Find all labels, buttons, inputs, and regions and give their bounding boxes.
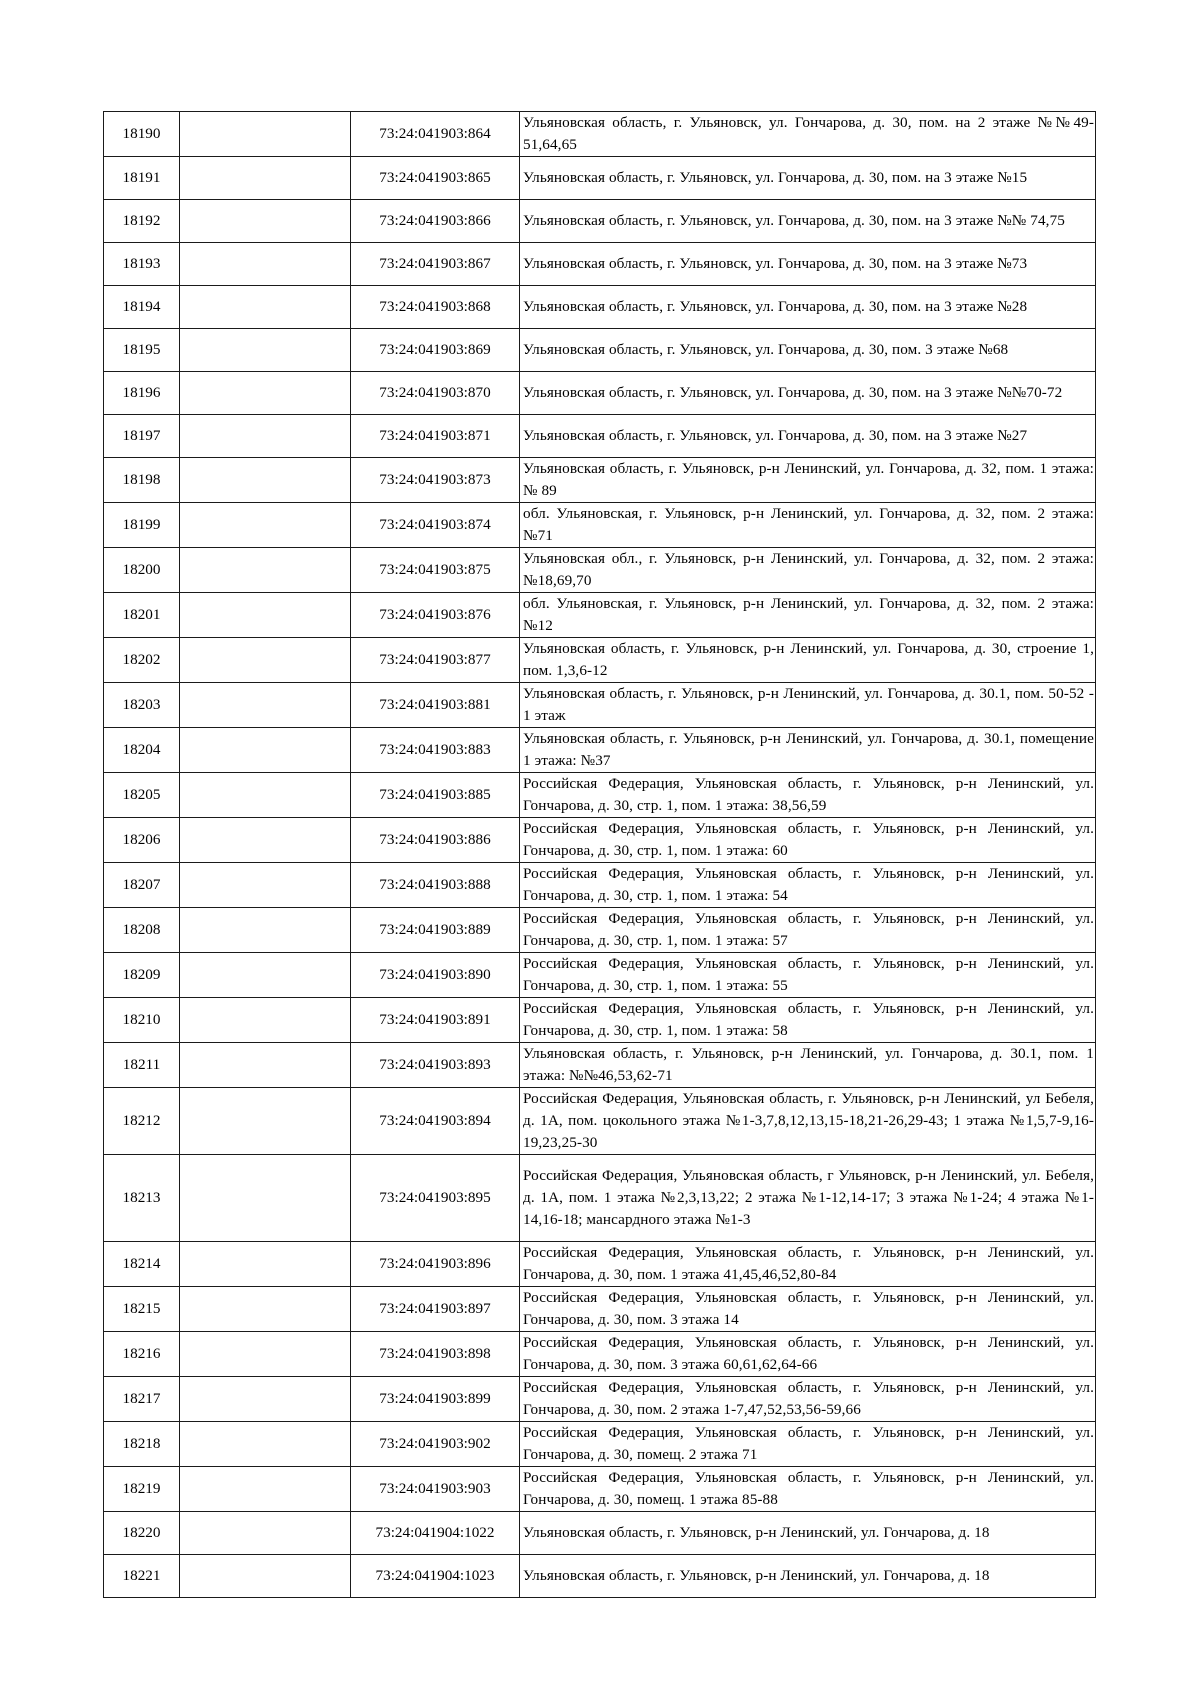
table-row — [104, 329, 1096, 372]
empty-cell — [180, 548, 351, 593]
table-row — [104, 1467, 1096, 1512]
empty-cell — [180, 998, 351, 1043]
empty-cell — [180, 1422, 351, 1467]
address-cell: Ульяновская область, г. Ульяновск, ул. Гончарова, д. 30, пом. на 3 этаже №73 — [520, 243, 1096, 286]
cadastral-number: 73:24:041903:867 — [351, 243, 520, 286]
address-cell: Российская Федерация, Ульяновская область, г. Ульяновск, р-н Ленинский, ул. Гончарова, д. 30, стр. 1, пом. 1 этажа: 54 — [520, 863, 1096, 908]
table-row — [104, 243, 1096, 286]
address-cell: Ульяновская область, г. Ульяновск, р-н Ленинский, ул. Гончарова, д. 32, пом. 1 этажа: № 89 — [520, 458, 1096, 503]
row-number: 18207 — [104, 863, 180, 908]
cadastral-number: 73:24:041903:865 — [351, 157, 520, 200]
empty-cell — [180, 1377, 351, 1422]
address-cell: Российская Федерация, Ульяновская область, г. Ульяновск, р-н Ленинский, ул. Гончарова, д. 30, пом. 3 этажа 60,61,62,64-66 — [520, 1332, 1096, 1377]
address-cell: Российская Федерация, Ульяновская область, г. Ульяновск, р-н Ленинский, ул. Гончарова, д. 30, пом. 1 этажа 41,45,46,52,80-84 — [520, 1242, 1096, 1287]
row-number: 18219 — [104, 1467, 180, 1512]
empty-cell — [180, 157, 351, 200]
empty-cell — [180, 329, 351, 372]
address-cell: Ульяновская область, г. Ульяновск, ул. Гончарова, д. 30, пом. на 3 этаже №15 — [520, 157, 1096, 200]
cadastral-number: 73:24:041903:885 — [351, 773, 520, 818]
table-row — [104, 286, 1096, 329]
address-cell: Российская Федерация, Ульяновская область, г. Ульяновск, р-н Ленинский, ул Бебеля, д. 1А, пом. цокольного этажа №1-3,7,8,12,13,15-18,21-26,29-43; 1 этажа №1,5,7-9,16-19,23,25-30 — [520, 1088, 1096, 1155]
address-cell: Российская Федерация, Ульяновская область, г. Ульяновск, р-н Ленинский, ул. Гончарова, д. 30, стр. 1, пом. 1 этажа: 55 — [520, 953, 1096, 998]
cadastral-number: 73:24:041903:888 — [351, 863, 520, 908]
empty-cell — [180, 1088, 351, 1155]
address-cell: Ульяновская область, г. Ульяновск, р-н Ленинский, ул. Гончарова, д. 30.1, пом. 50-52 - 1 этаж — [520, 683, 1096, 728]
table-row — [104, 458, 1096, 503]
address-cell: Российская Федерация, Ульяновская область, г. Ульяновск, р-н Ленинский, ул. Гончарова, д. 30, стр. 1, пом. 1 этажа: 57 — [520, 908, 1096, 953]
table-row — [104, 953, 1096, 998]
cadastral-number: 73:24:041903:890 — [351, 953, 520, 998]
address-cell: Российская Федерация, Ульяновская область, г. Ульяновск, р-н Ленинский, ул. Гончарова, д. 30, стр. 1, пом. 1 этажа: 38,56,59 — [520, 773, 1096, 818]
table-row — [104, 1332, 1096, 1377]
row-number: 18201 — [104, 593, 180, 638]
address-cell: Ульяновская область, г. Ульяновск, р-н Ленинский, ул. Гончарова, д. 18 — [520, 1512, 1096, 1555]
table-row — [104, 818, 1096, 863]
empty-cell — [180, 1512, 351, 1555]
empty-cell — [180, 728, 351, 773]
empty-cell — [180, 863, 351, 908]
row-number: 18220 — [104, 1512, 180, 1555]
empty-cell — [180, 243, 351, 286]
address-cell: Российская Федерация, Ульяновская область, г. Ульяновск, р-н Ленинский, ул. Гончарова, д. 30, пом. 3 этажа 14 — [520, 1287, 1096, 1332]
cadastral-number: 73:24:041903:866 — [351, 200, 520, 243]
address-cell: Ульяновская область, г. Ульяновск, ул. Гончарова, д. 30, пом. на 3 этаже №№70-72 — [520, 372, 1096, 415]
row-number: 18193 — [104, 243, 180, 286]
row-number: 18217 — [104, 1377, 180, 1422]
row-number: 18199 — [104, 503, 180, 548]
address-cell: Ульяновская обл., г. Ульяновск, р-н Ленинский, ул. Гончарова, д. 32, пом. 2 этажа: №18,69,70 — [520, 548, 1096, 593]
row-number: 18200 — [104, 548, 180, 593]
cadastral-number: 73:24:041903:877 — [351, 638, 520, 683]
row-number: 18196 — [104, 372, 180, 415]
table-row — [104, 1043, 1096, 1088]
empty-cell — [180, 1155, 351, 1242]
cadastral-number: 73:24:041904:1022 — [351, 1512, 520, 1555]
table-row — [104, 728, 1096, 773]
empty-cell — [180, 372, 351, 415]
table-row — [104, 773, 1096, 818]
empty-cell — [180, 1332, 351, 1377]
empty-cell — [180, 953, 351, 998]
cadastral-number: 73:24:041903:883 — [351, 728, 520, 773]
table-row — [104, 415, 1096, 458]
row-number: 18198 — [104, 458, 180, 503]
address-cell: Ульяновская область, г. Ульяновск, ул. Гончарова, д. 30, пом. на 3 этаже №№ 74,75 — [520, 200, 1096, 243]
address-cell: Российская Федерация, Ульяновская область, г. Ульяновск, р-н Ленинский, ул. Гончарова, д. 30, стр. 1, пом. 1 этажа: 60 — [520, 818, 1096, 863]
empty-cell — [180, 1467, 351, 1512]
table-row — [104, 112, 1096, 157]
address-cell: обл. Ульяновская, г. Ульяновск, р-н Ленинский, ул. Гончарова, д. 32, пом. 2 этажа: №71 — [520, 503, 1096, 548]
empty-cell — [180, 503, 351, 548]
table-row — [104, 1512, 1096, 1555]
table-row — [104, 1155, 1096, 1242]
row-number: 18192 — [104, 200, 180, 243]
cadastral-number: 73:24:041903:874 — [351, 503, 520, 548]
empty-cell — [180, 286, 351, 329]
address-cell: Ульяновская область, г. Ульяновск, ул. Гончарова, д. 30, пом. на 3 этаже №27 — [520, 415, 1096, 458]
row-number: 18221 — [104, 1555, 180, 1598]
row-number: 18205 — [104, 773, 180, 818]
cadastral-number: 73:24:041903:903 — [351, 1467, 520, 1512]
empty-cell — [180, 818, 351, 863]
empty-cell — [180, 773, 351, 818]
empty-cell — [180, 1043, 351, 1088]
cadastral-number: 73:24:041903:875 — [351, 548, 520, 593]
table-row — [104, 503, 1096, 548]
cadastral-number: 73:24:041903:894 — [351, 1088, 520, 1155]
cadastral-number: 73:24:041903:899 — [351, 1377, 520, 1422]
row-number: 18204 — [104, 728, 180, 773]
property-registry-table — [103, 111, 1096, 1598]
cadastral-number: 73:24:041903:898 — [351, 1332, 520, 1377]
address-cell: Ульяновская область, г. Ульяновск, р-н Ленинский, ул. Гончарова, д. 30, строение 1, пом. 1,3,6-12 — [520, 638, 1096, 683]
cadastral-number: 73:24:041903:895 — [351, 1155, 520, 1242]
cadastral-number: 73:24:041903:869 — [351, 329, 520, 372]
row-number: 18212 — [104, 1088, 180, 1155]
cadastral-number: 73:24:041903:891 — [351, 998, 520, 1043]
row-number: 18197 — [104, 415, 180, 458]
table-row — [104, 1555, 1096, 1598]
cadastral-number: 73:24:041903:870 — [351, 372, 520, 415]
row-number: 18203 — [104, 683, 180, 728]
address-cell: Российская Федерация, Ульяновская область, г. Ульяновск, р-н Ленинский, ул. Гончарова, д. 30, стр. 1, пом. 1 этажа: 58 — [520, 998, 1096, 1043]
table-row — [104, 548, 1096, 593]
cadastral-number: 73:24:041903:896 — [351, 1242, 520, 1287]
empty-cell — [180, 593, 351, 638]
row-number: 18208 — [104, 908, 180, 953]
row-number: 18213 — [104, 1155, 180, 1242]
cadastral-number: 73:24:041903:881 — [351, 683, 520, 728]
table-row — [104, 1242, 1096, 1287]
table-row — [104, 998, 1096, 1043]
table-row — [104, 1377, 1096, 1422]
table-row — [104, 683, 1096, 728]
address-cell: Ульяновская область, г. Ульяновск, ул. Гончарова, д. 30, пом. 3 этаже №68 — [520, 329, 1096, 372]
row-number: 18190 — [104, 112, 180, 157]
address-cell: Ульяновская область, г. Ульяновск, ул. Гончарова, д. 30, пом. на 2 этаже №№49-51,64,65 — [520, 112, 1096, 157]
row-number: 18216 — [104, 1332, 180, 1377]
cadastral-number: 73:24:041903:871 — [351, 415, 520, 458]
row-number: 18210 — [104, 998, 180, 1043]
cadastral-number: 73:24:041903:897 — [351, 1287, 520, 1332]
table-row — [104, 593, 1096, 638]
empty-cell — [180, 415, 351, 458]
cadastral-number: 73:24:041903:876 — [351, 593, 520, 638]
table-row — [104, 157, 1096, 200]
table-row — [104, 863, 1096, 908]
address-cell: Российская Федерация, Ульяновская область, г. Ульяновск, р-н Ленинский, ул. Гончарова, д. 30, помещ. 2 этажа 71 — [520, 1422, 1096, 1467]
address-cell: Ульяновская область, г. Ульяновск, р-н Ленинский, ул. Гончарова, д. 30.1, пом. 1 этажа: №№46,53,62-71 — [520, 1043, 1096, 1088]
table-row — [104, 1287, 1096, 1332]
row-number: 18214 — [104, 1242, 180, 1287]
row-number: 18206 — [104, 818, 180, 863]
empty-cell — [180, 458, 351, 503]
address-cell: Ульяновская область, г. Ульяновск, р-н Ленинский, ул. Гончарова, д. 18 — [520, 1555, 1096, 1598]
row-number: 18191 — [104, 157, 180, 200]
table-row — [104, 1422, 1096, 1467]
row-number: 18202 — [104, 638, 180, 683]
row-number: 18218 — [104, 1422, 180, 1467]
cadastral-number: 73:24:041903:873 — [351, 458, 520, 503]
cadastral-number: 73:24:041903:864 — [351, 112, 520, 157]
table-row — [104, 638, 1096, 683]
empty-cell — [180, 1287, 351, 1332]
row-number: 18215 — [104, 1287, 180, 1332]
cadastral-number: 73:24:041903:893 — [351, 1043, 520, 1088]
table-row — [104, 200, 1096, 243]
cadastral-number: 73:24:041904:1023 — [351, 1555, 520, 1598]
address-cell: обл. Ульяновская, г. Ульяновск, р-н Ленинский, ул. Гончарова, д. 32, пом. 2 этажа: №12 — [520, 593, 1096, 638]
empty-cell — [180, 908, 351, 953]
cadastral-number: 73:24:041903:902 — [351, 1422, 520, 1467]
row-number: 18194 — [104, 286, 180, 329]
cadastral-number: 73:24:041903:868 — [351, 286, 520, 329]
address-cell: Российская Федерация, Ульяновская область, г Ульяновск, р-н Ленинский, ул. Бебеля, д. 1А, пом. 1 этажа №2,3,13,22; 2 этажа №1-12,14-17; 3 этажа №1-24; 4 этажа №1-14,16-18; мансардного этажа №1-3 — [520, 1155, 1096, 1242]
empty-cell — [180, 1555, 351, 1598]
empty-cell — [180, 683, 351, 728]
cadastral-number: 73:24:041903:886 — [351, 818, 520, 863]
table-row — [104, 908, 1096, 953]
address-cell: Ульяновская область, г. Ульяновск, ул. Гончарова, д. 30, пом. на 3 этаже №28 — [520, 286, 1096, 329]
row-number: 18195 — [104, 329, 180, 372]
empty-cell — [180, 112, 351, 157]
address-cell: Российская Федерация, Ульяновская область, г. Ульяновск, р-н Ленинский, ул. Гончарова, д. 30, пом. 2 этажа 1-7,47,52,53,56-59,66 — [520, 1377, 1096, 1422]
table-row — [104, 1088, 1096, 1155]
address-cell: Ульяновская область, г. Ульяновск, р-н Ленинский, ул. Гончарова, д. 30.1, помещение 1 этажа: №37 — [520, 728, 1096, 773]
row-number: 18209 — [104, 953, 180, 998]
empty-cell — [180, 638, 351, 683]
empty-cell — [180, 200, 351, 243]
address-cell: Российская Федерация, Ульяновская область, г. Ульяновск, р-н Ленинский, ул. Гончарова, д. 30, помещ. 1 этажа 85-88 — [520, 1467, 1096, 1512]
row-number: 18211 — [104, 1043, 180, 1088]
empty-cell — [180, 1242, 351, 1287]
cadastral-number: 73:24:041903:889 — [351, 908, 520, 953]
table-row — [104, 372, 1096, 415]
